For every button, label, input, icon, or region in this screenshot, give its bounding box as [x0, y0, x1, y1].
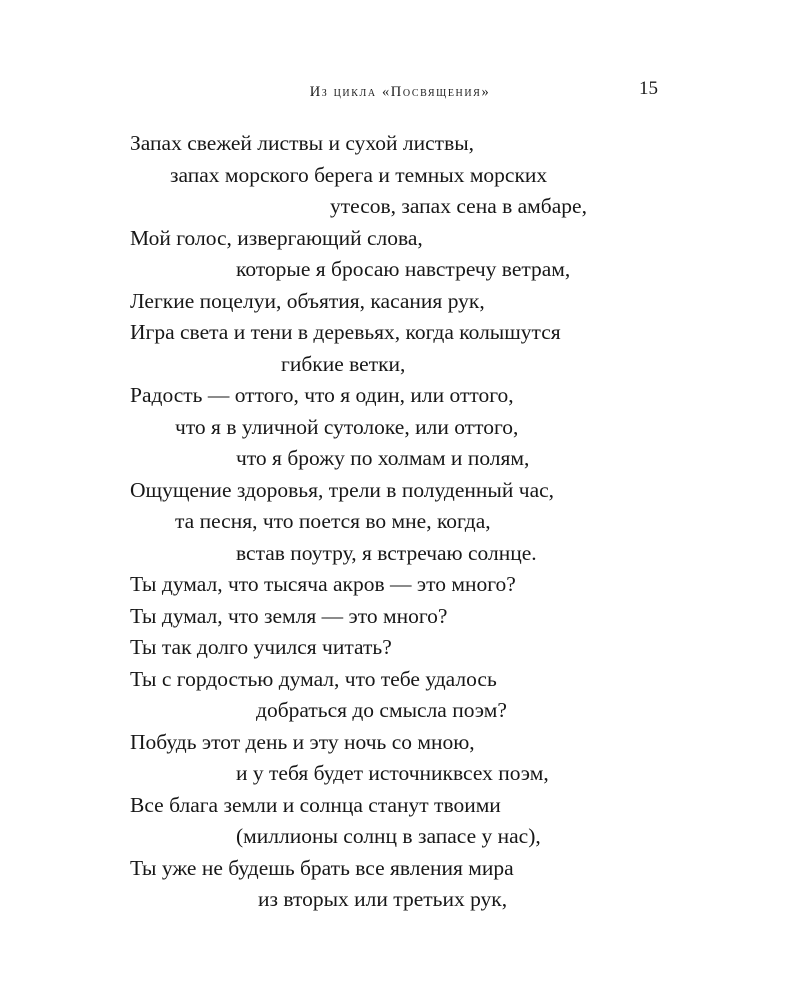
poem-line: добраться до смысла поэм?	[256, 698, 507, 722]
poem-line: Радость — оттого, что я один, или оттого,	[130, 383, 514, 407]
poem-line: Ты думал, что земля — это много?	[130, 603, 448, 628]
poem-line: из вторых или третьих рук,	[258, 887, 508, 911]
running-head	[0, 78, 800, 108]
poem-line: гибкие ветки,	[281, 351, 406, 376]
poem-line: Ощущение здоровья, трели в полуденный час,	[130, 477, 555, 502]
poem-line: и у тебя будет источниквсех поэм,	[236, 761, 549, 785]
poem-line: Легкие поцелуи, объятия, касания рук,	[130, 288, 485, 313]
poem-line: Ты с гордостью думал, что тебе удалось	[130, 666, 497, 691]
poem-line: Игра света и тени в деревьях, когда колышутся	[130, 320, 561, 344]
poem-line: что я брожу по холмам и полям,	[236, 446, 530, 470]
poem-line: Мой голос, извергающий слова,	[130, 225, 423, 250]
poem-body	[0, 128, 800, 916]
poem-line: что я в уличной сутолоке, или оттого,	[175, 414, 519, 439]
poem-line: Запах свежей листвы и сухой листвы,	[130, 131, 475, 155]
poem-line: Ты думал, что тысяча акров — это много?	[130, 572, 516, 596]
poem-line: Побудь этот день и эту ночь со мною,	[130, 729, 475, 754]
poem-line: Ты уже не будешь брать все явления мира	[130, 855, 514, 880]
poem-line: утесов, запах сена в амбаре,	[330, 194, 587, 218]
poem-line: Ты так долго учился читать?	[130, 635, 392, 659]
page-number: 15	[639, 78, 658, 99]
poem-line: Все блага земли и солнца станут твоими	[130, 792, 501, 817]
poem-line: которые я бросаю навстречу ветрам,	[236, 257, 571, 281]
running-head-title: Из цикла «Посвящения»	[309, 84, 491, 100]
poem-line: запах морского берега и темных морских	[170, 162, 548, 187]
poem-line: (миллионы солнц в запасе у нас),	[236, 824, 541, 848]
poem-line: встав поутру, я встречаю солнце.	[236, 540, 537, 565]
poem-line: та песня, что поется во мне, когда,	[175, 509, 491, 533]
